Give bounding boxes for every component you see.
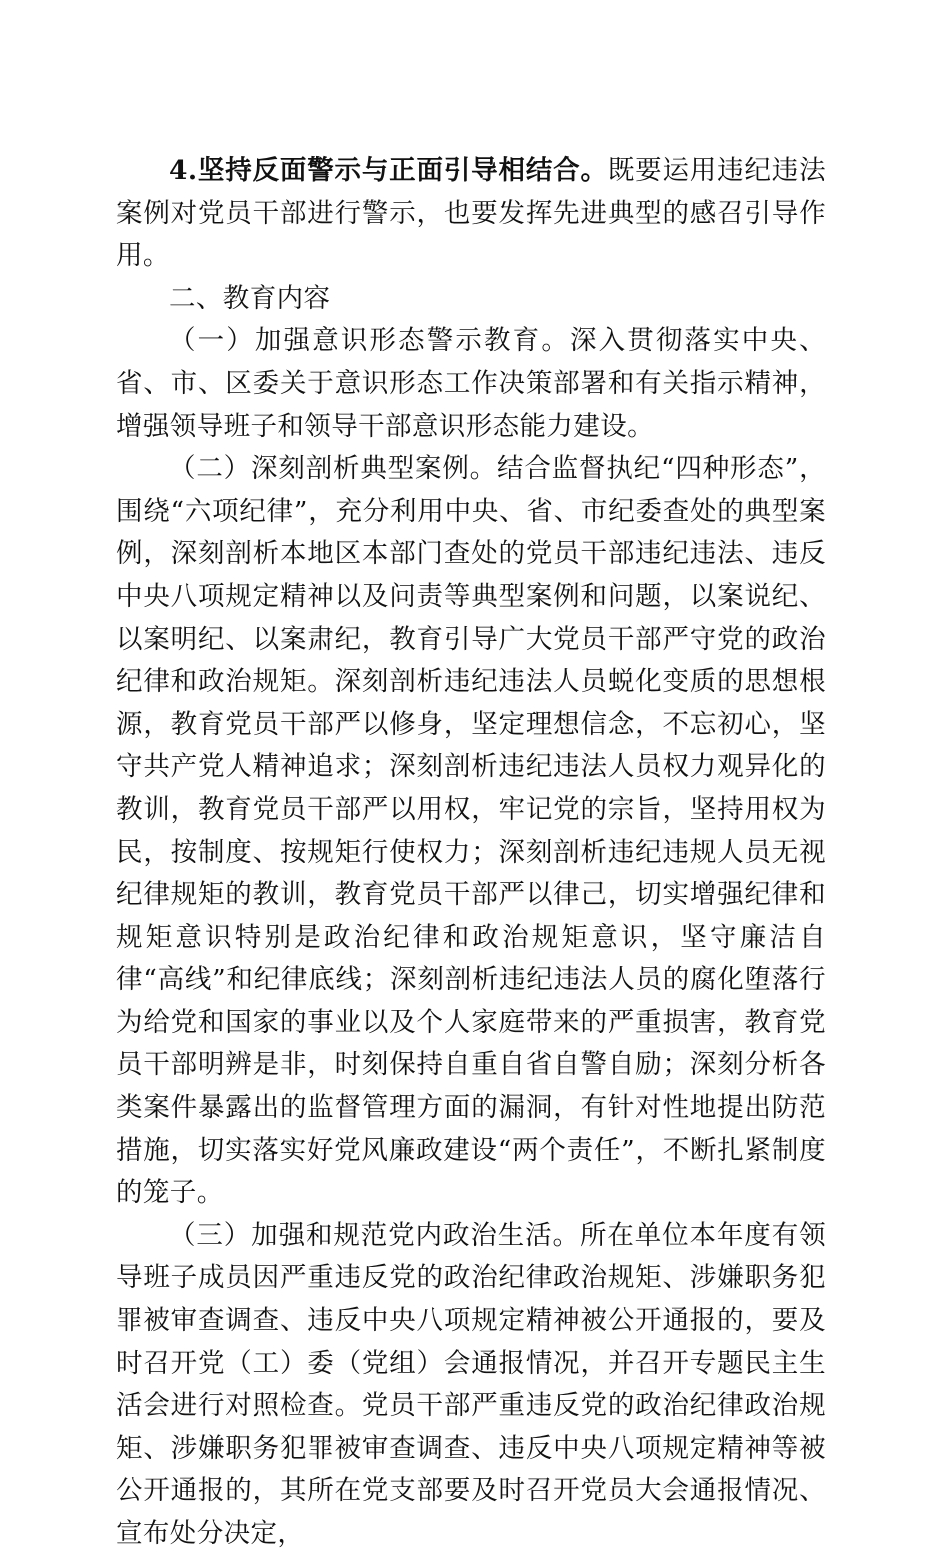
paragraph-item-2 (116, 448, 826, 1215)
document-page (116, 150, 826, 1556)
item-3-body: 所在单位本年度有领导班子成员因严重违反党的政治纪律政治规矩、涉嫌职务犯罪被审查调查、违反中央八项规定精神被公开通报的，要及时召开党（工）委（党组）会通报情况，并召开专题民主生活会进行对照检查。党员干部严重违反党的政治纪律政治规矩、涉嫌职务犯罪被审查调查、违反中央八项规定精神等被公开通报的，其所在党支部要及时召开党员大会通报情况、宣布处分决定， (116, 1219, 826, 1549)
section-heading-education-content (116, 278, 826, 321)
item-3-title: （三）加强和规范党内政治生活。 (169, 1219, 580, 1251)
paragraph-item-3 (116, 1215, 826, 1556)
section-2-heading: 二、教育内容 (169, 282, 331, 314)
paragraph-principle-4 (116, 150, 826, 278)
item-1-title: （一）加强意识形态警示教育。 (169, 325, 570, 357)
item-2-body: 结合监督执纪“四种形态”，围绕“六项纪律”，充分利用中央、省、市纪委查处的典型案例，深刻剖析本地区本部门查处的党员干部违纪违法、违反中央八项规定精神以及问责等典型案例和问题，以案说纪、以案明纪、以案肃纪，教育引导广大党员干部严守党的政治纪律和政治规矩。深刻剖析违纪违法人员蜕化变质的思想根源，教育党员干部严以修身，坚定理想信念，不忘初心，坚守共产党人精神追求；深刻剖析违纪违法人员权力观异化的教训，教育党员干部严以用权，牢记党的宗旨，坚持用权为民，按制度、按规矩行使权力；深刻剖析违纪违规人员无视纪律规矩的教训，教育党员干部严以律己，切实增强纪律和规矩意识特别是政治纪律和政治规矩意识，坚守廉洁自律“高线”和纪律底线；深刻剖析违纪违法人员的腐化堕落行为给党和国家的事业以及个人家庭带来的严重损害，教育党员干部明辨是非，时刻保持自重自省自警自励；深刻分析各类案件暴露出的监督管理方面的漏洞，有针对性地提出防范措施，切实落实好党风廉政建设“两个责任”，不断扎紧制度的笼子。 (116, 453, 826, 1209)
principle-4-body: 既要运用违纪违法案例对党员干部进行警示，也要发挥先进典型的感召引导作用。 (116, 155, 827, 272)
paragraph-item-1 (116, 320, 826, 448)
item-2-title: （二）深刻剖析典型案例。 (169, 453, 497, 485)
item-1-body: 深入贯彻落实中央、省、市、区委关于意识形态工作决策部署和有关指示精神，增强领导班子和领导干部意识形态能力建设。 (116, 325, 826, 442)
principle-4-title: 4.坚持反面警示与正面引导相结合。 (169, 155, 608, 186)
